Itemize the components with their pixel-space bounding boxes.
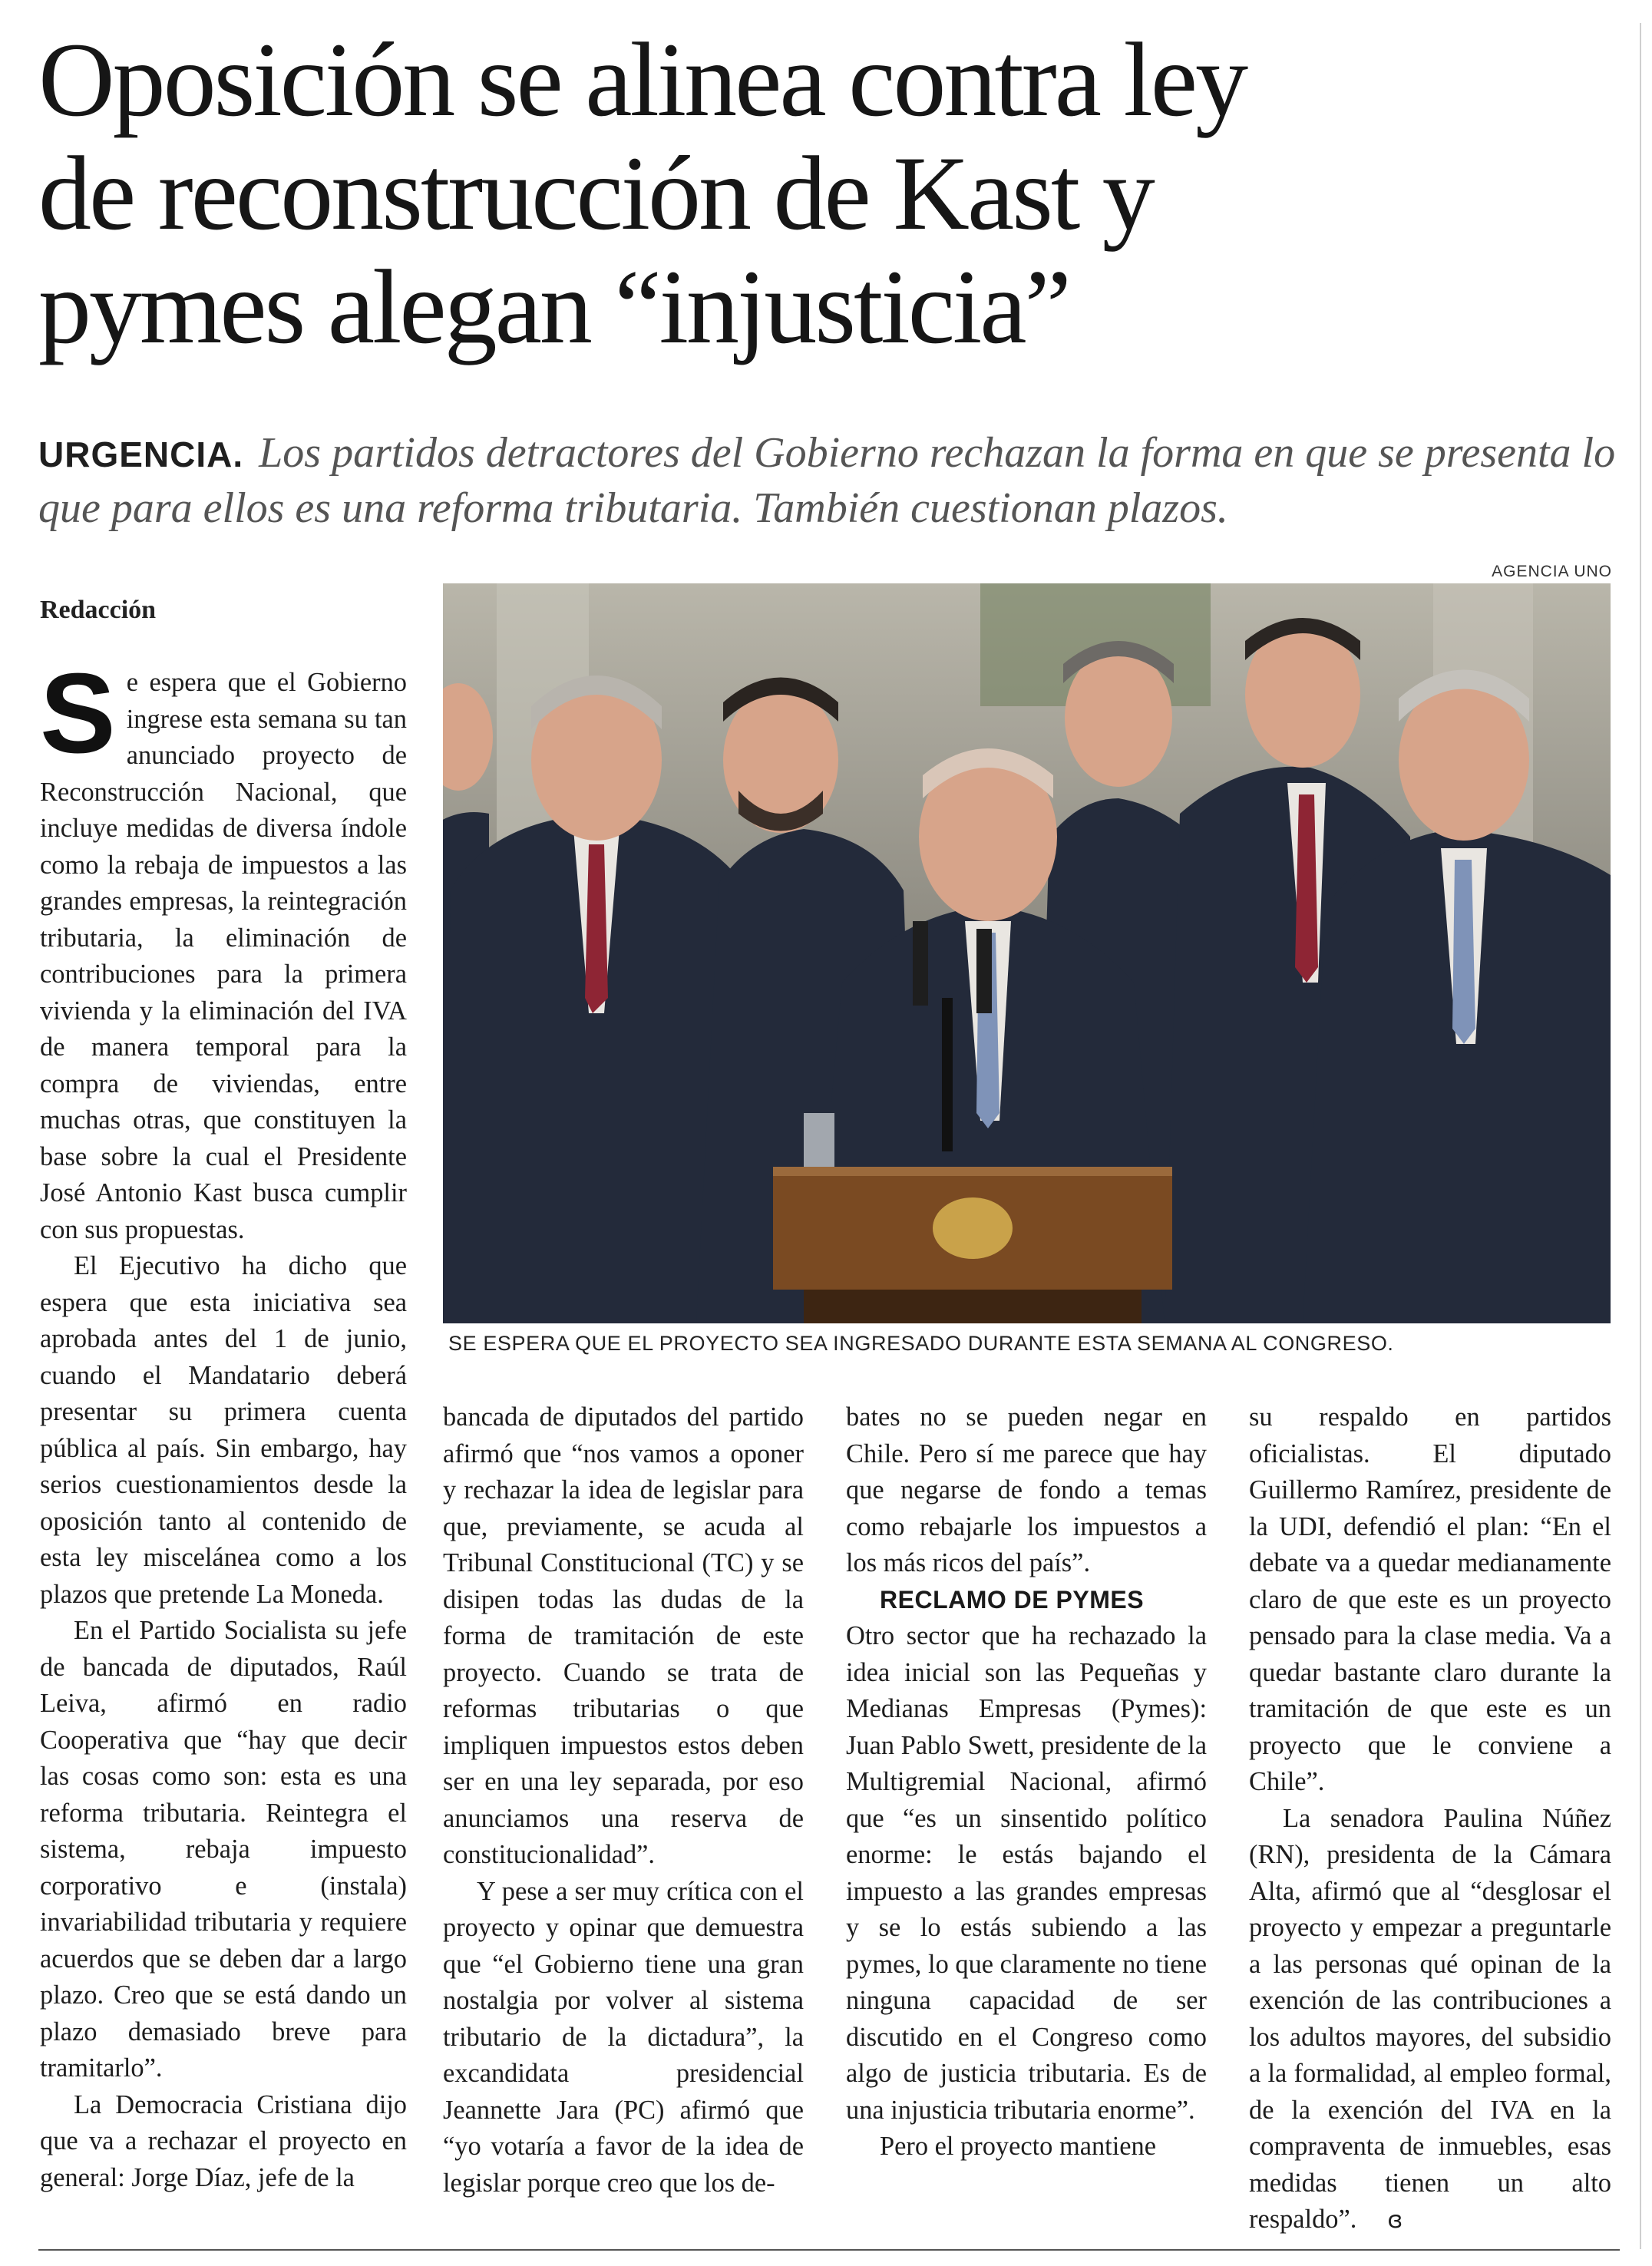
byline: Redacción (40, 596, 157, 624)
coat-of-arms (933, 1197, 1013, 1259)
subhead: RECLAMO DE PYMES (880, 1585, 1145, 1614)
deck-text: Los partidos detractores del Gobierno rechazan la forma en que se presenta lo que para ellos es una reforma tributaria. También cuestionan plazos. (38, 429, 1616, 532)
photo-credit: AGENCIA UNO (1492, 563, 1612, 580)
paragraph-7: bates no se pueden negar en Chile. Pero sí me parece que hay que negarse de fondo a temas como rebajarle los impuestos a los más ricos del país”. (846, 1402, 1207, 1577)
page-edge-rule (1640, 23, 1641, 2249)
microphone-left (913, 921, 928, 1006)
paragraph-3: En el Partido Socialista su jefe de bancada de diputados, Raúl Leiva, afirmó en radio Cooperativa que “hay que decir las cosas como son: esta es una reforma tributaria. Reintegra el sistema, rebaja impuesto corporativo e (instala) invariabilidad tributaria y requiere acuerdos que se deben dar a largo plazo. Creo que se está dando un plazo demasiado breve para tramitarlo”. (40, 1616, 407, 2083)
article-column-2 (443, 1399, 804, 2202)
paragraph-9: Pero el proyecto mantiene (880, 2132, 1157, 2161)
end-mark-icon: ɞ (1387, 2207, 1403, 2234)
article-column-3 (846, 1399, 1207, 2165)
bottom-rule (38, 2249, 1620, 2251)
paragraph-4: La Democracia Cristiana dijo que va a rechazar el proyecto en general: Jorge Díaz, jefe de la (40, 2089, 407, 2192)
water-glass (804, 1113, 834, 1167)
paragraph-1: Se espera que el Gobierno ingrese esta semana su tan anunciado proyecto de Reconstrucción Nacional, que incluye medidas de diversa índole como la rebaja de impuestos a las grandes empresas, la reintegración tributaria, la eliminación de contribuciones para la primera vivienda y la eliminación del IVA de manera temporal para la compra de viviendas, entre muchas otras, que constituyen la base sobre la cual el Presidente José Antonio Kast busca cumplir con sus propuestas. (40, 650, 407, 1244)
article-column-4 (1249, 1399, 1611, 2239)
paragraph-6: Y pese a ser muy crítica con el proyecto y opinar que demuestra que “el Gobierno tiene una gran nostalgia por volver al sistema tributario de la dictadura”, la excandidata presidencial Jeannette Jara (PC) afirmó que “yo votaría a favor de la idea de legislar porque creo que los de- (443, 1876, 804, 2198)
article-column-1 (40, 650, 407, 2196)
press-photo-illustration (443, 583, 1611, 1323)
paragraph-10: su respaldo en partidos oficialistas. El diputado Guillermo Ramírez, presidente de la UDI, defendió el plan: “En el debate va a quedar medianamente claro de que este es un proyecto pensado para la clase media. Va a quedar bastante claro durante la tramitación de que este es un proyecto que le conviene a Chile”. (1249, 1402, 1611, 1796)
dropcap: S (40, 650, 116, 777)
deck (38, 426, 1620, 535)
microphone-stand (942, 998, 953, 1151)
paragraph-5: bancada de diputados del partido afirmó que “nos vamos a oponer y rechazar la idea de legislar para que, previamente, se acuda al Tribunal Constitucional (TC) y se disipen todas las dudas de la forma de tramitación de este proyecto. Cuando se trata de reformas tributarias o que impliquen impuestos estos deben ser en una ley separada, por eso anunciamos una reserva de constitucionalidad”. (443, 1402, 804, 1869)
press-photo (443, 583, 1611, 1323)
paragraph-2: El Ejecutivo ha dicho que espera que esta iniciativa sea aprobada antes del 1 de junio, cuando el Mandatario deberá presentar su primera cuenta pública al país. Sin embargo, hay serios cuestionamientos desde la oposición tanto al contenido de esta ley miscelánea como a los plazos que pretende La Moneda. (40, 1251, 407, 1609)
deck-kicker: URGENCIA. (38, 434, 244, 474)
paragraph-8: Otro sector que ha rechazado la idea inicial son las Pequeñas y Medianas Empresas (Pymes): Juan Pablo Swett, presidente de la Multigremial Nacional, afirmó que “es un sinsentido político enorme: le estás bajando el impuesto a las grandes empresas y se lo estás subiendo a las pymes, lo que claramente no tiene ninguna capacidad de ser discutido en el Congreso como algo de justicia tributaria. Es de una injusticia tributaria enorme”. (846, 1621, 1207, 2125)
photo-caption: SE ESPERA QUE EL PROYECTO SEA INGRESADO DURANTE ESTA SEMANA AL CONGRESO. (448, 1332, 1394, 1355)
paragraph-11: La senadora Paulina Núñez (RN), presidenta de la Cámara Alta, afirmó que al “desglosar el proyecto y empezar a preguntarle a las personas qué opinan de la exención de las contribuciones a los adultos mayores, del subsidio a la formalidad, al empleo formal, de la exención del IVA en la compraventa de inmuebles, esas medidas tienen un alto respaldo”. ɞ (1249, 1803, 1611, 2234)
headline-line-2: de reconstrucción de Kast y (38, 134, 1153, 252)
headline (38, 23, 1612, 364)
headline-line-1: Oposición se alinea contra ley (38, 21, 1247, 138)
microphone-right (976, 929, 992, 1013)
headline-line-3: pymes alegan “injusticia” (38, 248, 1069, 365)
